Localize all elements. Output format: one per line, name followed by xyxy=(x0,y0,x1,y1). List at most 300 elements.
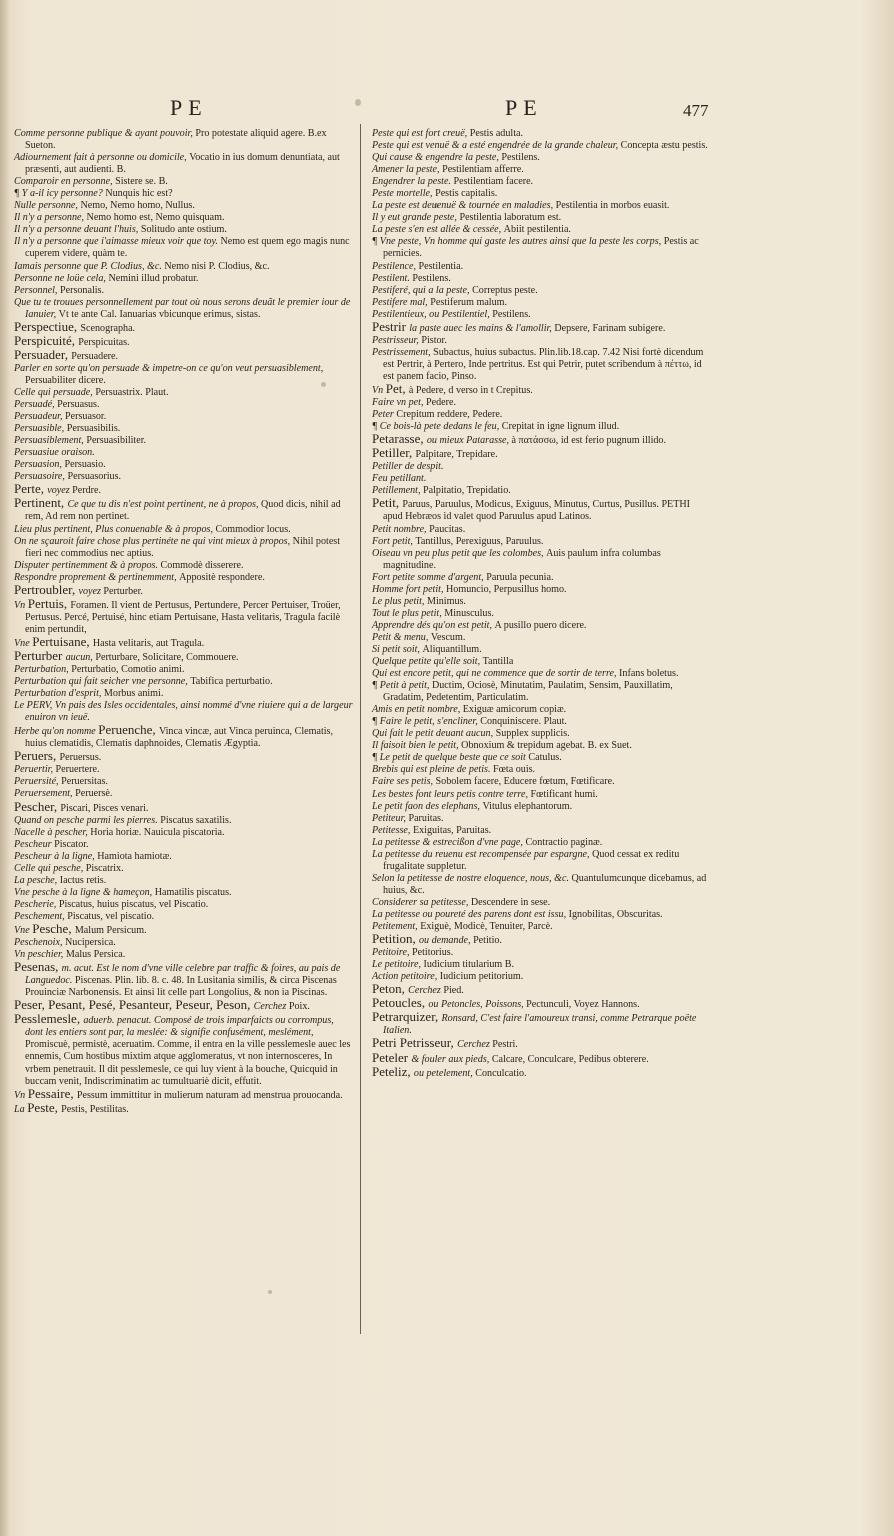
dictionary-entry xyxy=(14,536,354,560)
entry-latin: Pestis, Pestilitas. xyxy=(61,1103,129,1115)
entry-french: Celle qui persuade, xyxy=(14,386,96,398)
dictionary-entry xyxy=(372,897,712,909)
entry-headword: Petit, xyxy=(372,495,403,511)
dictionary-entry xyxy=(14,285,354,297)
entry-latin: Piscatrix. xyxy=(85,862,124,874)
entry-latin: Crepitum reddere, Pedere. xyxy=(396,409,503,421)
entry-french: Comme personne publique & ayant pouvoir, xyxy=(14,128,196,139)
entry-french: Le plus petit, xyxy=(372,595,427,607)
entry-latin: Iactus retis. xyxy=(59,874,107,886)
dictionary-entry xyxy=(372,584,712,596)
dictionary-entry xyxy=(372,152,712,164)
entry-latin: Supplex supplicis. xyxy=(495,728,570,740)
dictionary-entry xyxy=(14,863,354,875)
dictionary-entry xyxy=(372,825,712,837)
dictionary-entry xyxy=(14,923,354,937)
entry-french: Pescherie, xyxy=(14,898,59,910)
entry-latin: Abiit pestilentia. xyxy=(503,224,571,236)
dictionary-entry xyxy=(14,776,354,788)
entry-latin: Minusculus. xyxy=(444,607,494,619)
entry-french: Petit & menu, xyxy=(372,631,431,643)
running-head-left: PE xyxy=(170,95,208,120)
entry-french: La xyxy=(14,1103,28,1115)
dictionary-entry xyxy=(372,318,712,335)
entry-french: On ne sçauroit faire chose plus pertinéte ne qui vint mieux à propos, xyxy=(14,535,293,547)
dictionary-entry xyxy=(14,524,354,536)
entry-french: La petitesse & estrecißon d'vne page, xyxy=(372,836,526,848)
entry-latin: Nemo, Nemo homo, Nullus. xyxy=(80,200,195,212)
dictionary-entry xyxy=(372,536,712,548)
dictionary-entry xyxy=(14,200,354,212)
entry-french: Pestrissement, xyxy=(372,346,434,358)
dictionary-entry xyxy=(372,740,712,752)
dictionary-entry xyxy=(372,728,712,740)
entry-french: aucun, xyxy=(65,651,96,663)
dictionary-entry xyxy=(372,236,712,260)
entry-latin: Nemini illud probatur. xyxy=(108,272,199,284)
entry-latin: Piscatus, vel piscatio. xyxy=(67,910,155,922)
entry-french: Vn peschier, xyxy=(14,949,66,961)
dictionary-entry xyxy=(372,273,712,285)
entry-french: La petitesse ou poureté des parens dont est issu, xyxy=(372,909,569,920)
entry-latin: Peruersitas. xyxy=(61,776,108,788)
entry-french: ¶ Petit à petit, xyxy=(372,680,432,692)
dictionary-entry xyxy=(14,297,354,321)
entry-latin: Pistor. xyxy=(421,334,447,346)
entry-headword: Perturber xyxy=(14,647,66,663)
dictionary-entry xyxy=(14,459,354,471)
entry-french: Les bestes font leurs petis contre terre, xyxy=(372,788,531,800)
entry-headword: Perspicuité, xyxy=(14,332,79,348)
entry-french: Petiteur, xyxy=(372,812,409,824)
right-column xyxy=(372,128,712,1080)
entry-french: Quand on pesche parmi les pierres. xyxy=(14,814,161,826)
entry-french: Peruertir, xyxy=(14,764,56,776)
entry-headword: Pertinent, xyxy=(14,495,68,511)
entry-latin: Infans boletus. xyxy=(619,668,679,680)
dictionary-entry xyxy=(372,837,712,849)
entry-french: Peruersement, xyxy=(14,788,76,800)
entry-french: Action petitoire, xyxy=(372,971,440,983)
entry-french: Persuasible, xyxy=(14,423,67,435)
dictionary-entry xyxy=(14,363,354,387)
entry-french: La peste s'en est allée & cessée, xyxy=(372,224,504,236)
binding-shadow xyxy=(0,0,10,1536)
entry-french: Fort petit, xyxy=(372,535,416,547)
entry-latin: Hasta velitaris, aut Tragula. xyxy=(92,637,205,649)
entry-headword: Petarasse, xyxy=(372,431,427,447)
entry-french: Cerchez xyxy=(408,985,444,997)
entry-latin: Auis paulum infra columbas magnitudine. xyxy=(383,547,661,571)
dictionary-entry xyxy=(14,851,354,863)
dictionary-entry xyxy=(372,1037,712,1051)
dictionary-entry xyxy=(372,764,712,776)
entry-latin: Persuastrix. Plaut. xyxy=(95,386,169,398)
dictionary-entry xyxy=(14,435,354,447)
entry-latin: Pestis ac pernicies. xyxy=(383,236,699,260)
entry-french: Comparoir en personne, xyxy=(14,176,116,188)
entry-latin: Calcare, Conculcare, Pedibus obterere. xyxy=(491,1053,649,1065)
entry-french: aduerb. penacut. Composé de trois imparfaicts ou corrompus, dont les entiers sont par, la meslée: & signifie confusément, meslément, xyxy=(25,1015,334,1039)
entry-latin: Sobolem facere, Educere fœtum, Fœtificare. xyxy=(435,776,615,788)
dictionary-entry xyxy=(372,176,712,188)
entry-latin: Persuasibiliter. xyxy=(86,435,147,447)
entry-french: Peter xyxy=(372,409,397,421)
entry-french: Oiseau vn peu plus petit que les colombes, xyxy=(372,547,547,559)
entry-french: Pestilentieux, ou Pestilentiel, xyxy=(372,308,493,320)
entry-french: La pesche, xyxy=(14,874,60,886)
dictionary-entry xyxy=(372,656,712,668)
entry-latin: Peruertere. xyxy=(55,764,100,776)
entry-latin: Pestis adulta. xyxy=(469,128,524,139)
dictionary-entry xyxy=(372,461,712,473)
entry-latin: Hamatilis piscatus. xyxy=(154,886,232,898)
dictionary-entry xyxy=(14,224,354,236)
dictionary-entry xyxy=(372,668,712,680)
entry-french: Petiller de despit. xyxy=(372,461,444,473)
entry-latin: Exiguè, Modicè, Tenuiter, Parcè. xyxy=(420,921,553,933)
entry-headword: Peton, xyxy=(372,981,409,997)
dictionary-entry xyxy=(372,212,712,224)
entry-french: Disputer pertinemment & à propos. xyxy=(14,559,161,571)
dictionary-entry xyxy=(372,397,712,409)
dictionary-entry xyxy=(372,776,712,788)
dictionary-entry xyxy=(372,497,712,523)
entry-latin: Descendere in sese. xyxy=(470,896,551,908)
entry-latin: Quantulumcunque dicebamus, ad huius, &c. xyxy=(383,872,707,896)
entry-french: Lieu plus pertinent, Plus conuenable & à propos, xyxy=(14,523,216,535)
dictionary-entry xyxy=(14,899,354,911)
dictionary-entry xyxy=(372,285,712,297)
entry-latin: Vescum. xyxy=(430,631,466,643)
entry-latin: Malus Persica. xyxy=(65,949,126,961)
entry-french: Persuasoire, xyxy=(14,471,68,483)
entry-latin: Pestilens. xyxy=(412,272,451,284)
entry-french: Engendrer la peste. xyxy=(372,176,454,188)
entry-french: Herbe qu'on nomme xyxy=(14,726,99,738)
dictionary-entry xyxy=(14,788,354,800)
entry-latin: Nihil potest fieri nec commodius nec aptius. xyxy=(25,535,341,559)
entry-latin: Correptus peste. xyxy=(472,284,538,296)
entry-latin: Aliquantillum. xyxy=(422,643,482,655)
entry-latin: Persuasio. xyxy=(64,459,106,471)
entry-french: Si petit soit, xyxy=(372,643,423,655)
entry-latin: Pied. xyxy=(443,985,464,997)
dictionary-entry xyxy=(372,409,712,421)
entry-french: ou mieux Patarasse, xyxy=(426,435,512,447)
entry-french: Personne ne loüe cela, xyxy=(14,272,109,284)
entry-headword: Pertroubler, xyxy=(14,581,79,597)
entry-latin: Pestis capitalis. xyxy=(435,188,498,200)
entry-latin: Nunquis hic est? xyxy=(105,188,173,200)
entry-french: Ce que tu dis n'est point pertinent, ne à propos, xyxy=(67,499,261,511)
entry-latin: Paruitas. xyxy=(408,812,444,824)
dictionary-entry xyxy=(372,947,712,959)
entry-french: Petillement, xyxy=(372,485,424,497)
entry-french: Respondre proprement & pertinemment, xyxy=(14,571,180,583)
entry-latin: Persuasibilis. xyxy=(66,423,121,435)
entry-french: Vne xyxy=(14,925,33,936)
entry-french: Cerchez xyxy=(457,1039,493,1051)
entry-headword: Pertuisane, xyxy=(32,633,93,649)
entry-latin: Perturber. xyxy=(103,585,143,597)
entry-french: Adiournement fait à personne ou domicile, xyxy=(14,152,190,164)
entry-french: Il n'y a personne, xyxy=(14,212,87,224)
dictionary-entry xyxy=(372,433,712,447)
entry-latin: Paruula pecunia. xyxy=(486,571,554,583)
entry-french: Considerer sa petitesse, xyxy=(372,896,471,908)
dictionary-entry xyxy=(372,485,712,497)
dictionary-entry xyxy=(14,750,354,764)
entry-headword: Perte, xyxy=(14,481,48,497)
entry-latin: Vocatio in ius domum denuntiata, aut præsenti, aut audienti. B. xyxy=(25,152,340,176)
entry-headword: Peteliz, xyxy=(372,1063,414,1079)
entry-headword: Peser, Pesant, Pesé, Pesanteur, Peseur, Peson, xyxy=(14,997,254,1013)
entry-french: Le petit faon des elephans, xyxy=(372,800,483,812)
entry-headword: Peruers, xyxy=(14,748,60,764)
entry-latin: Pedere. xyxy=(426,397,457,409)
entry-headword: Peste, xyxy=(27,1099,62,1115)
dictionary-entry xyxy=(372,548,712,572)
entry-latin: Persuadere. xyxy=(71,350,119,362)
entry-latin: Personalis. xyxy=(59,284,105,296)
dictionary-entry xyxy=(14,595,354,636)
entry-latin: Peruersus. xyxy=(59,752,102,764)
dictionary-entry xyxy=(14,827,354,839)
entry-french: Parler en sorte qu'on persuade & impetre-on ce qu'on veut persuasiblement, xyxy=(14,362,324,374)
dictionary-entry xyxy=(14,647,354,664)
dictionary-entry xyxy=(372,347,712,383)
dictionary-entry xyxy=(14,261,354,273)
dictionary-entry xyxy=(372,524,712,536)
entry-latin: Crepitat in igne lignum illud. xyxy=(501,421,620,433)
entry-french: Fort petite somme d'argent, xyxy=(372,571,487,583)
entry-latin: Nemo est quem ego magis nunc cuperem videre, quàm te. xyxy=(25,236,350,260)
entry-latin: Foramen. Il vient de Pertusus, Pertundere, Percer Pertuiser, Troüer, Pertusus. Percé, Pertuisé, hinc etiam Pertuisane, Hasta velitaris, Tragula facilè enim pertundit, xyxy=(25,599,341,635)
dictionary-entry xyxy=(14,1099,354,1116)
entry-french: Brebis qui est pleine de petis. xyxy=(372,764,494,776)
dictionary-entry xyxy=(372,572,712,584)
dictionary-entry xyxy=(372,140,712,152)
entry-latin: Nemo nisi P. Clodius, &c. xyxy=(164,260,270,272)
dictionary-entry xyxy=(14,236,354,260)
entry-french: ¶ Faire le petit, s'encliner, xyxy=(372,716,481,728)
entry-french: Celle qui pesche, xyxy=(14,862,86,874)
entry-latin: Conquiniscere. Plaut. xyxy=(480,716,567,728)
entry-latin: Pestilentiam afferre. xyxy=(442,164,524,176)
entry-french: Il n'y a personne que i'aimasse mieux voir que toy. xyxy=(14,236,221,248)
dictionary-entry xyxy=(14,798,354,815)
dictionary-entry xyxy=(14,676,354,688)
entry-headword: Petiller, xyxy=(372,445,416,461)
entry-french: Il y eut grande peste, xyxy=(372,212,460,224)
entry-french: Nacelle à pescher, xyxy=(14,826,91,838)
entry-latin: Persuasor. xyxy=(65,411,107,423)
dictionary-entry xyxy=(14,887,354,899)
entry-latin: à πατάσσω, id est ferio pugnum illido. xyxy=(511,435,666,447)
entry-french: Persuasiue oraison. xyxy=(14,447,95,459)
entry-french: Peste mortelle, xyxy=(372,188,436,200)
dictionary-entry xyxy=(14,399,354,411)
entry-latin: Sistere se. B. xyxy=(115,176,168,188)
entry-headword: Pertuis, xyxy=(27,595,71,611)
dictionary-entry xyxy=(14,839,354,851)
dictionary-entry xyxy=(372,716,712,728)
entry-headword: Pessaire, xyxy=(27,1085,77,1101)
entry-french: Amener la peste, xyxy=(372,164,443,176)
entry-latin: Persuasus. xyxy=(57,399,100,411)
entry-latin: Perturbare, Solicitare, Commouere. xyxy=(95,651,239,663)
entry-latin: Piscatus, huius piscatus, vel Piscatio. xyxy=(58,898,209,910)
dictionary-entry xyxy=(372,789,712,801)
entry-french: ou petelement, xyxy=(413,1067,476,1079)
entry-french: Que tu te trouues personnellement par tout où nous serons deuãt le premier iour de Ianuier, xyxy=(14,296,351,320)
dictionary-entry xyxy=(14,128,354,152)
entry-latin: Pestilentiam facere. xyxy=(453,176,534,188)
entry-french: Petit nombre, xyxy=(372,523,430,535)
entry-latin: Pestilens. xyxy=(501,152,540,164)
dictionary-entry xyxy=(14,423,354,435)
entry-latin: Homuncio, Perpusillus homo. xyxy=(446,583,567,595)
dictionary-entry xyxy=(372,128,712,140)
entry-french: Peruersité, xyxy=(14,776,62,788)
entry-latin: Catulus. xyxy=(528,752,562,764)
entry-latin: Malum Persicum. xyxy=(74,925,147,936)
entry-latin: Iudicium petitorium. xyxy=(439,971,524,983)
entry-latin: Perdre. xyxy=(72,485,102,497)
entry-latin: Pestiferum malum. xyxy=(430,296,508,308)
dictionary-entry xyxy=(372,596,712,608)
entry-latin: Persuasorius. xyxy=(67,471,122,483)
dictionary-entry xyxy=(372,1011,712,1037)
entry-french: Cerchez xyxy=(253,1001,289,1013)
dictionary-entry xyxy=(372,813,712,825)
dictionary-entry xyxy=(372,801,712,813)
dictionary-entry xyxy=(14,188,354,200)
entry-french: Quelque petite qu'elle soit, xyxy=(372,656,483,668)
entry-headword: Peruenche, xyxy=(98,722,159,738)
entry-french: Peste qui est fort creuë, xyxy=(372,128,470,139)
entry-french: Persuasion, xyxy=(14,459,65,471)
dictionary-entry xyxy=(14,1013,354,1087)
entry-latin: Petitorius. xyxy=(412,947,454,959)
dictionary-entry xyxy=(14,1085,354,1102)
entry-french: ou Petoncles, Poissons, xyxy=(428,999,527,1011)
entry-latin: Nemo homo est, Nemo quisquam. xyxy=(86,212,225,224)
entry-french: Vn xyxy=(14,1089,28,1101)
left-column xyxy=(14,128,354,1116)
entry-latin: Poix. xyxy=(288,1001,310,1013)
entry-french: Apprendre dés qu'on est petit, xyxy=(372,619,495,631)
entry-french: Perturbation, xyxy=(14,664,72,676)
entry-french: Persuadé, xyxy=(14,399,58,411)
entry-latin: Tantillus, Perexiguus, Paruulus. xyxy=(415,535,544,547)
entry-french: m. acut. Est le nom d'vne ville celebre par traffic & foires, au pais de Languedoc. xyxy=(25,963,341,987)
dictionary-entry xyxy=(372,447,712,461)
entry-latin: Commodè disserere. xyxy=(160,559,244,571)
dictionary-entry xyxy=(372,297,712,309)
dictionary-entry xyxy=(14,447,354,459)
entry-headword: Pesenas, xyxy=(14,959,62,975)
page-header xyxy=(0,95,894,125)
entry-french: Il faisoit bien le petit, xyxy=(372,740,462,752)
entry-latin: Commodior locus. xyxy=(215,523,291,535)
dictionary-entry xyxy=(372,1063,712,1080)
entry-french: Peschement, xyxy=(14,910,68,922)
entry-latin: Piscenas. Plin. lib. 8. c. 48. In Lusitania similis, & circa Piscenas Prouinciæ Narbonensis. Et ainsi lit celle part Longolius, & non ia Piscinas. xyxy=(25,975,337,999)
entry-headword: Petition, xyxy=(372,931,419,947)
entry-latin: Vinca vincæ, aut Vinca peruinca, Clematis, huius clematidis, Clematis daphnoides, Clematis Ægyptia. xyxy=(25,726,334,750)
page-number: 477 xyxy=(683,101,709,120)
entry-latin: Iudicium titularium B. xyxy=(423,959,515,971)
entry-french: Vn xyxy=(372,384,386,396)
entry-french: Pescheur xyxy=(14,838,55,850)
entry-headword: Petoucles, xyxy=(372,995,429,1011)
dictionary-entry xyxy=(14,273,354,285)
entry-french: Il n'y a personne deuant l'huis, xyxy=(14,224,141,236)
entry-latin: Palpitare, Trepidare. xyxy=(415,449,498,461)
entry-french: Faire vn pet, xyxy=(372,397,427,409)
entry-french: Amis en petit nombre, xyxy=(372,704,463,716)
dictionary-entry xyxy=(14,815,354,827)
dictionary-entry xyxy=(372,704,712,716)
entry-latin: Pestri. xyxy=(492,1039,518,1051)
entry-latin: Concepta æstu pestis. xyxy=(620,140,708,152)
entry-french: Petitesse, xyxy=(372,824,413,836)
dictionary-entry xyxy=(14,387,354,399)
dictionary-entry xyxy=(372,380,712,397)
entry-latin: Petitio. xyxy=(473,935,502,947)
entry-latin: Ignobilitas, Obscuritas. xyxy=(568,909,663,920)
foxing-spot xyxy=(268,1290,272,1294)
dictionary-entry xyxy=(14,949,354,961)
entry-latin: Pestilentia laboratum est. xyxy=(459,212,562,224)
entry-french: Peschenoix, xyxy=(14,937,66,949)
dictionary-entry xyxy=(372,261,712,273)
entry-french: Qui cause & engendre la peste, xyxy=(372,152,502,164)
entry-french: Le PERV, Vn pais des Isles occidentales, ainsi nommé d'vne riuiere qui a de largeur enuiron vn ieuë. xyxy=(14,700,353,724)
entry-french: Faire ses petis, xyxy=(372,776,436,788)
entry-latin: Appositè respondere. xyxy=(179,571,265,583)
entry-latin: Piscatus saxatilis. xyxy=(160,814,232,826)
dictionary-entry xyxy=(372,164,712,176)
entry-french: Le petitoire, xyxy=(372,959,424,971)
entry-french: Pestilence, xyxy=(372,260,419,272)
entry-latin: Perspicuitas. xyxy=(78,336,130,348)
entry-latin: Perturbatio, Comotio animi. xyxy=(71,664,185,676)
entry-latin: Exiguæ amicorum copiæ. xyxy=(462,704,567,716)
entry-french: Peste qui est venuë & a esté engendrée de la grande chaleur, xyxy=(372,140,621,152)
entry-headword: Perspectiue, xyxy=(14,318,81,334)
column-divider xyxy=(360,124,361,1334)
dictionary-entry xyxy=(14,471,354,483)
entry-latin: Quod cessat ex reditu frugalitate suppletur. xyxy=(383,848,680,872)
entry-latin: Piscari, Pisces venari. xyxy=(60,802,149,814)
dictionary-entry xyxy=(14,152,354,176)
entry-latin: Paucitas. xyxy=(429,523,466,535)
dictionary-entry xyxy=(14,664,354,676)
entry-french: la paste auec les mains & l'amollir, xyxy=(409,322,555,334)
entry-latin: Tantilla xyxy=(482,656,514,668)
dictionary-entry xyxy=(372,224,712,236)
dictionary-entry xyxy=(372,971,712,983)
entry-latin: Morbus animi. xyxy=(103,688,164,700)
entry-headword: Persuader, xyxy=(14,346,72,362)
dictionary-entry xyxy=(14,875,354,887)
dictionary-entry xyxy=(14,560,354,572)
entry-latin: Conculcatio. xyxy=(475,1067,527,1079)
entry-latin: Pestilentia. xyxy=(418,260,464,272)
